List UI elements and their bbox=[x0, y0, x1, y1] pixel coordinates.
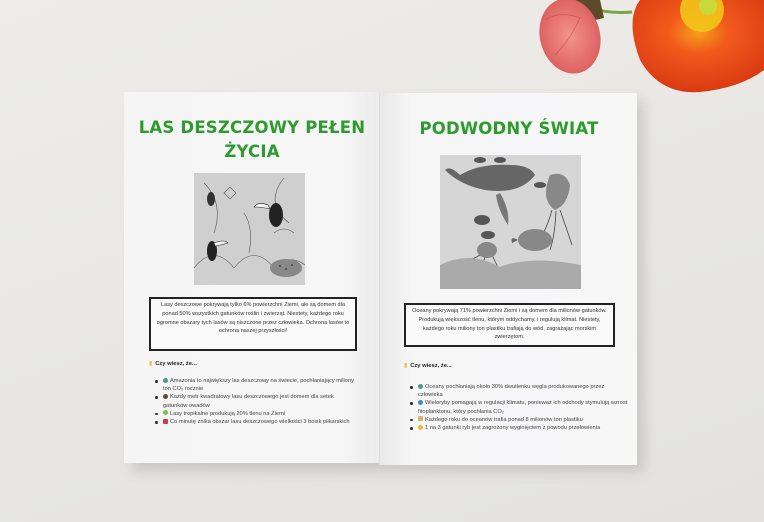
lightbulb-icon: ▮ bbox=[404, 363, 408, 369]
info-box: Lasy deszczowe pokrywają tylko 6% powierzchni Ziemi, ale są domem dla ponad 50% wszystkich gatunków roślin i zwierząt. Niestety, każdego roku ogromne obszary tych lasów są niszczone przez człowieka. Ochrona lasów to ochrona naszej przyszłości! bbox=[149, 297, 357, 351]
did-you-know-heading: ▮ Czy wiesz, że... bbox=[404, 363, 452, 369]
list-item: Każdy metr kwadratowy lasu deszczowego jest domem dla setek gatunków owadów bbox=[163, 393, 358, 409]
globe-icon bbox=[418, 384, 423, 389]
alarm-icon bbox=[163, 419, 168, 424]
did-you-know-heading: ▮ Czy wiesz, że... bbox=[149, 361, 197, 367]
page-title: LAS DESZCZOWY PEŁEN ŻYCIA bbox=[138, 118, 366, 161]
sprout-icon bbox=[163, 410, 168, 415]
whale-icon bbox=[418, 400, 423, 405]
facts-list bbox=[149, 377, 358, 426]
globe-icon bbox=[163, 378, 168, 383]
list-item: Oceany pochłaniają około 30% dwutlenku węgla produkowanego przez człowieka bbox=[418, 383, 628, 399]
page-title: PODWODNY ŚWIAT bbox=[419, 119, 599, 138]
hourglass-icon bbox=[418, 416, 423, 421]
right-page bbox=[381, 93, 637, 465]
left-page bbox=[124, 92, 380, 463]
list-item: Lasy tropikalne produkują 20% tlenu na Ziemi bbox=[163, 410, 358, 418]
list-item: Wieloryby pomagają w regulacji klimatu, ponieważ ich odchody stymulują wzrost fitoplanktonu, który pochłania CO₂ bbox=[418, 400, 628, 415]
info-box: Oceany pokrywają 71% powierzchni Ziemi i są domem dla milionów gatunków. Produkują większość tlenu, którym oddychamy, i regulują klimat. Niestety, każdego roku miliony ton plastiku trafiają do wód, zagrażając morskim zwierzętom. bbox=[404, 303, 615, 347]
facts-list bbox=[404, 383, 628, 432]
lightbulb-icon: ▮ bbox=[149, 361, 153, 367]
rainforest-illustration bbox=[194, 173, 305, 285]
open-booklet bbox=[124, 92, 638, 465]
underwater-illustration bbox=[440, 155, 581, 289]
list-item: 1 na 3 gatunki ryb jest zagrożony wyginięciem z powodu przełowienia bbox=[418, 424, 628, 432]
list-item: Amazonia to największy las deszczowy na świecie, pochłaniający miliony ton CO₂ rocznie bbox=[163, 377, 358, 393]
list-item: Każdego roku do oceanów trafia ponad 8 milionów ton plastiku bbox=[418, 416, 628, 424]
ant-icon bbox=[163, 394, 168, 399]
list-item: Co minutę znika obszar lasu deszczowego wielkości 3 boisk piłkarskich bbox=[163, 418, 358, 426]
fish-icon bbox=[418, 425, 423, 430]
